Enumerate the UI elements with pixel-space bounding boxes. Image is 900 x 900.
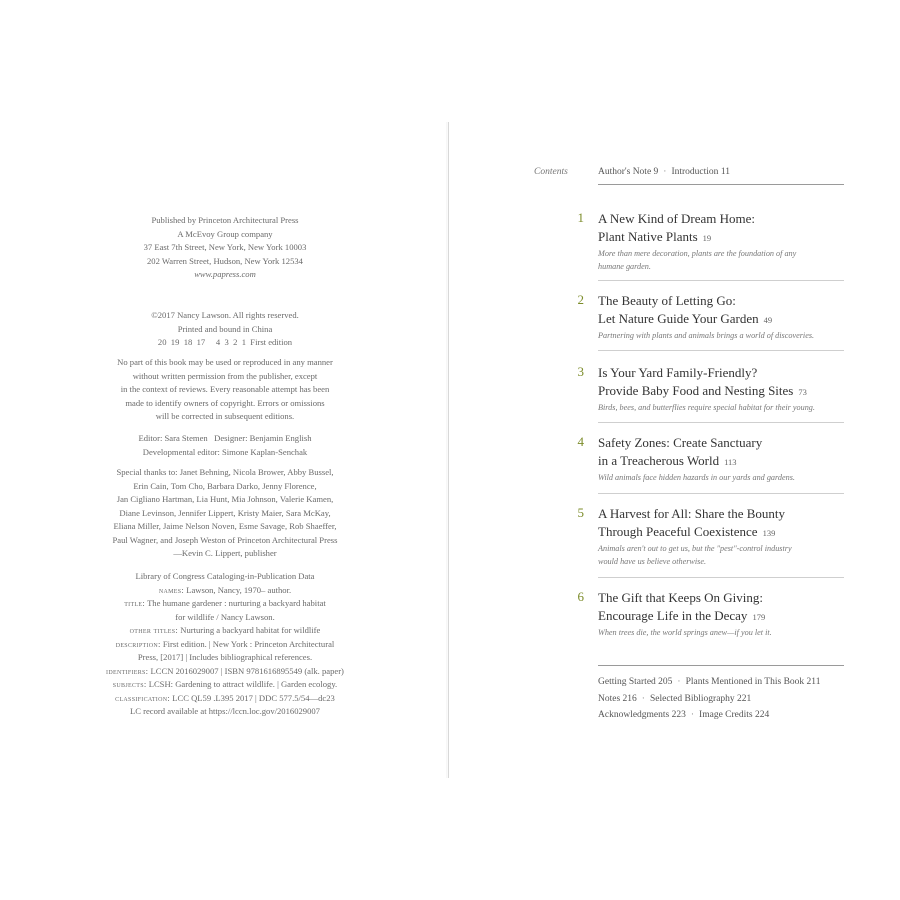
permission-line: in the context of reviews. Every reasonable attempt has been — [120, 384, 330, 394]
thanks-line: Special thanks to: Janet Behning, Nicola Brower, Abby Bussel, — [116, 467, 334, 477]
back-matter-line — [598, 707, 858, 724]
toc-entry-page: 205 — [658, 677, 673, 687]
contents-label: Contents — [534, 167, 568, 177]
toc-entry-title: Introduction — [671, 167, 719, 177]
chapter-number: 2 — [577, 292, 584, 307]
chapter-number: 1 — [577, 210, 584, 225]
back-matter-entries — [598, 674, 858, 724]
thanks-line: Erin Cain, Tom Cho, Barbara Darko, Jenny Florence, — [133, 480, 317, 491]
contents-page — [450, 122, 900, 778]
chapter-divider — [598, 280, 844, 281]
copyright-page — [0, 122, 449, 778]
permission-line: will be corrected in subsequent editions. — [155, 411, 295, 421]
separator-dot: · — [690, 710, 695, 720]
permission-block — [96, 356, 354, 424]
chapter-title: A Harvest for All: Share the Bounty Through Peaceful Coexistence 139 — [598, 506, 786, 539]
toc-entry-title: Plants Mentioned in This Book — [685, 677, 805, 687]
rights-line: ©2017 Nancy Lawson. All rights reserved. — [151, 310, 299, 320]
thanks-line: Eliana Miller, Jaime Nelson Noven, Esme Savage, Rob Shaeffer, — [113, 521, 337, 531]
chapter-description: When trees die, the world springs anew—if you let it. — [598, 628, 772, 637]
chapter-divider — [598, 493, 844, 494]
chapter-description: Animals aren't out to get us, but the "pest"-control industry would have us believe otherwise. — [598, 544, 792, 566]
publisher-block — [96, 214, 354, 282]
cip-line: title: The humane gardener : nurturing a backyard habitat — [124, 598, 326, 608]
publisher-line: 37 East 7th Street, New York, New York 10003 — [143, 242, 307, 252]
toc-entry-title: Author's Note — [598, 167, 652, 177]
back-matter-line — [598, 691, 858, 708]
cip-line: Press, [2017] | Includes bibliographical references. — [137, 652, 313, 662]
toc-entry-title: Getting Started — [598, 677, 656, 687]
thanks-line: —Kevin C. Lippert, publisher — [173, 548, 277, 558]
chapter-page: 49 — [763, 315, 773, 325]
chapter-page: 19 — [702, 233, 712, 243]
chapter-divider — [598, 577, 844, 578]
toc-entry-page: 224 — [754, 710, 770, 720]
rights-block — [96, 309, 354, 350]
chapter-title: Is Your Yard Family-Friendly? Provide Baby Food and Nesting Sites 73 — [598, 365, 807, 398]
separator-dot: · — [663, 167, 667, 177]
cip-data-block — [96, 570, 354, 719]
chapter-description: Wild animals face hidden hazards in our yards and gardens. — [598, 473, 795, 482]
cip-line: classification: LCC QL59 .L395 2017 | DDC 577.5/54—dc23 — [115, 692, 335, 703]
publisher-line: Published by Princeton Architectural Press — [151, 215, 299, 225]
toc-entry-title: Selected Bibliography — [649, 693, 735, 704]
toc-entry-page: 223 — [671, 710, 686, 720]
thanks-block — [96, 466, 354, 561]
cip-line: Library of Congress Cataloging-in-Publication Data — [135, 571, 315, 581]
thanks-line: Jan Cigliano Hartman, Lia Hunt, Mia Johnson, Valerie Kamen, — [116, 494, 334, 504]
cip-line: LC record available at https://lccn.loc.gov/2016029007 — [130, 706, 320, 716]
toc-entry-page: 221 — [737, 693, 752, 704]
editors-block — [96, 432, 354, 459]
separator-dot: · — [677, 677, 681, 687]
toc-entry-title: Notes — [598, 693, 621, 704]
toc-entry-page: 9 — [653, 167, 659, 177]
toc-entry-page: 211 — [806, 677, 821, 687]
chapter-description: More than mere decoration, plants are the foundation of any humane garden. — [598, 249, 797, 271]
rights-line: Printed and bound in China — [177, 323, 273, 334]
publisher-line: A McEvoy Group company — [177, 228, 273, 239]
cip-line: for wildlife / Nancy Lawson. — [175, 611, 275, 622]
permission-line: made to identify owners of copyright. Errors or omissions — [125, 397, 325, 408]
separator-dot: · — [641, 693, 645, 704]
permission-line: without written permission from the publisher, except — [132, 370, 318, 381]
chapter-divider — [598, 422, 844, 423]
divider-rule — [598, 184, 844, 185]
chapter-title: A New Kind of Dream Home: Plant Native Plants 19 — [598, 211, 756, 244]
publisher-line: 202 Warren Street, Hudson, New York 12534 — [147, 255, 303, 266]
chapter-divider — [598, 350, 844, 351]
chapter-number: 5 — [577, 505, 584, 520]
chapter-title: Safety Zones: Create Sanctuary in a Treacherous World 113 — [598, 435, 763, 468]
chapter-page: 73 — [798, 387, 807, 397]
chapter-number: 6 — [577, 589, 584, 604]
publisher-website: www.papress.com — [194, 269, 256, 279]
chapter-page: 179 — [752, 612, 766, 622]
toc-entry-title: Acknowledgments — [598, 710, 670, 720]
editors-line: Editor: Sara Stemen Designer: Benjamin English — [138, 433, 312, 443]
chapter-page: 113 — [724, 457, 737, 467]
printing-line: 20 19 18 17 4 3 2 1 First edition — [157, 337, 293, 347]
cip-line: description: First edition. | New York : Princeton Architectural — [115, 638, 335, 649]
chapter-page: 139 — [762, 528, 776, 538]
chapter-description: Birds, bees, and butterflies require special habitat for their young. — [598, 403, 815, 412]
cip-line: subjects: LCSH: Gardening to attract wildlife. | Garden ecology. — [112, 679, 338, 689]
chapter-description: Partnering with plants and animals brings a world of discoveries. — [598, 331, 815, 340]
permission-line: No part of this book may be used or reproduced in any manner — [117, 357, 333, 367]
thanks-line: Paul Wagner, and Joseph Weston of Princeton Architectural Press — [112, 534, 338, 545]
chapter-title: The Beauty of Letting Go: Let Nature Guide Your Garden 49 — [598, 293, 773, 326]
front-matter-entries — [598, 167, 730, 177]
cip-line: other titles: Nurturing a backyard habitat for wildlife — [129, 625, 321, 635]
toc-entry-page: 11 — [720, 167, 730, 177]
chapter-number: 4 — [577, 434, 584, 449]
back-matter-line — [598, 674, 858, 691]
toc-entry-page: 216 — [622, 693, 637, 704]
editors-line: Developmental editor: Simone Kaplan-Senchak — [142, 446, 308, 457]
divider-rule — [598, 665, 844, 666]
chapter-number: 3 — [577, 364, 584, 379]
chapter-title: The Gift that Keeps On Giving: Encourage Life in the Decay 179 — [598, 590, 766, 623]
thanks-line: Diane Levinson, Jennifer Lippert, Kristy Maier, Sara McKay, — [119, 507, 331, 518]
cip-line: names: Lawson, Nancy, 1970– author. — [158, 584, 292, 595]
cip-line: identifiers: LCCN 2016029007 | ISBN 9781616895549 (alk. paper) — [106, 665, 344, 676]
book-spread — [0, 122, 900, 778]
toc-entry-title: Image Credits — [699, 710, 753, 720]
